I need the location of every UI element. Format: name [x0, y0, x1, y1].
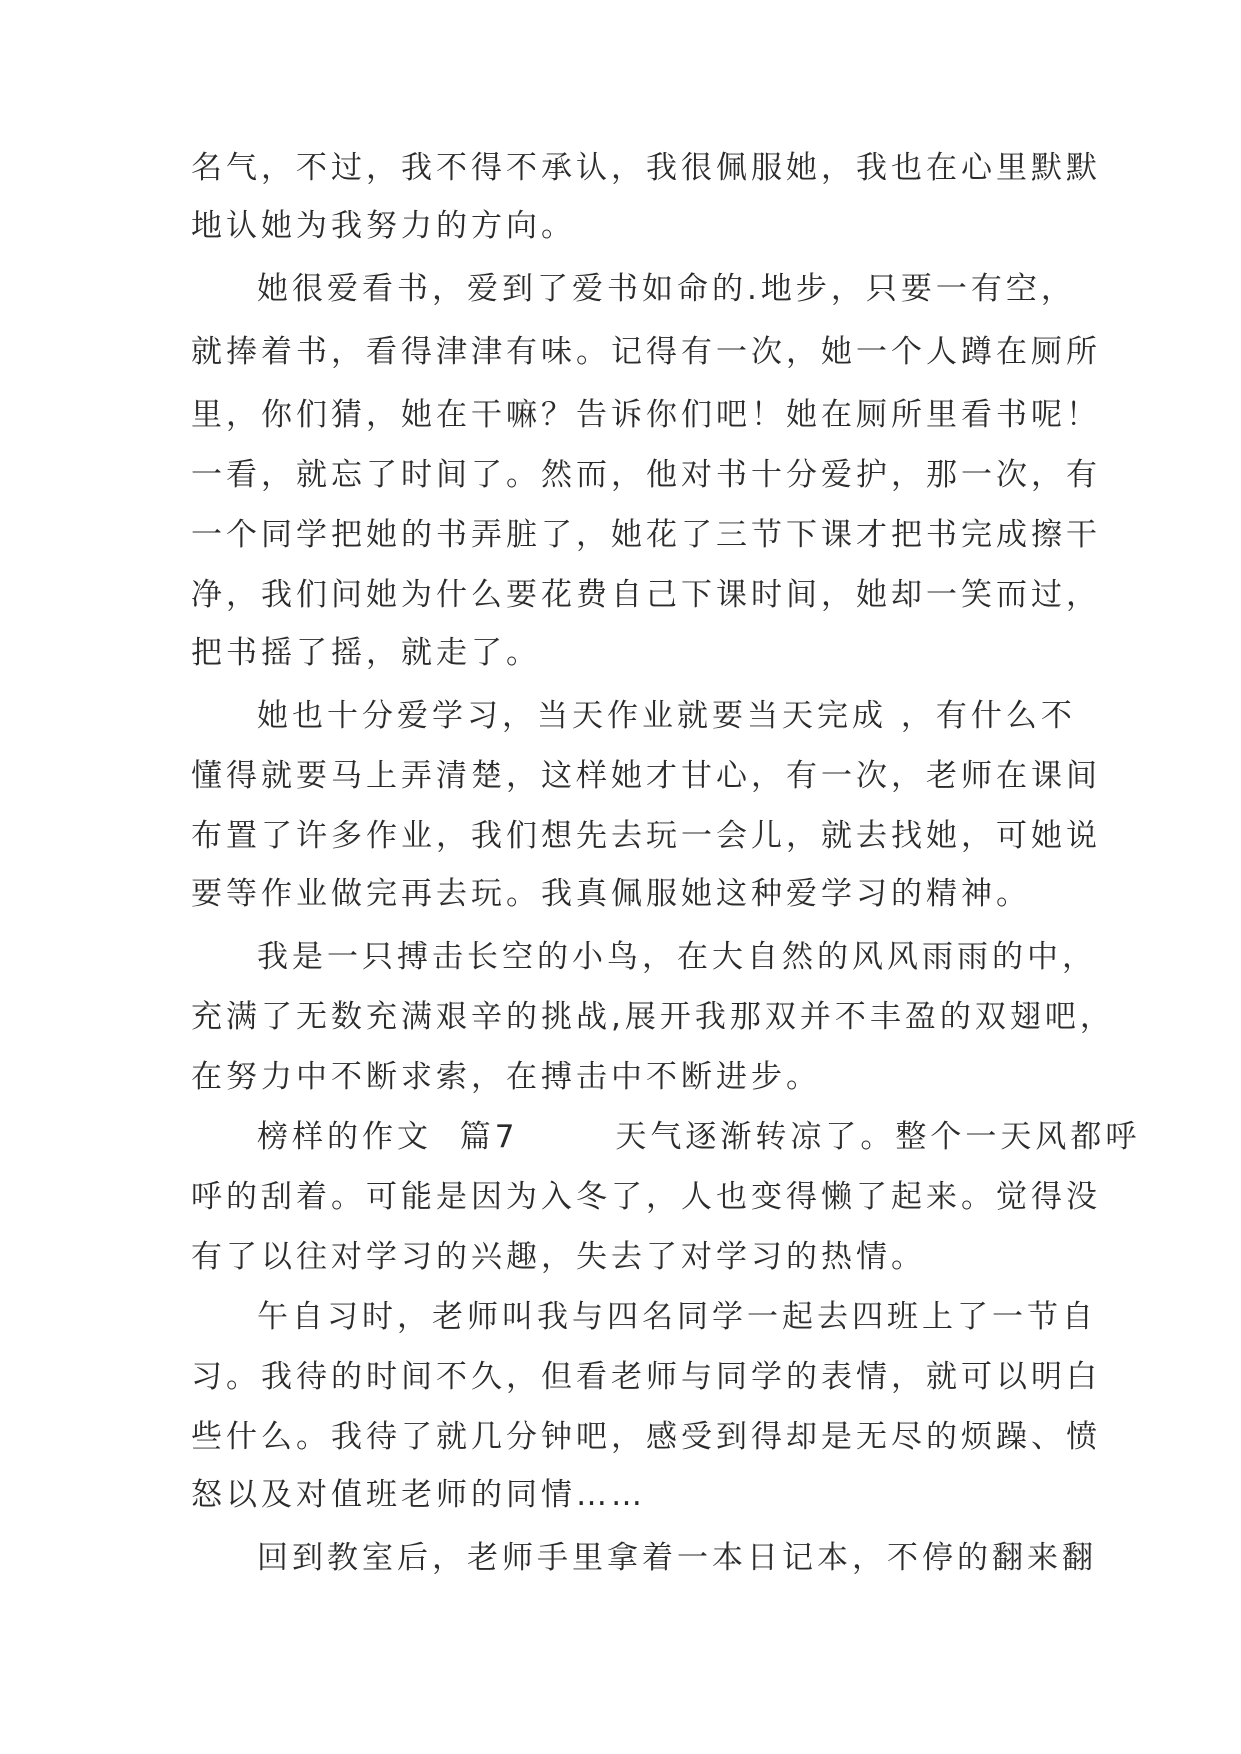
paragraph-start-line: 她很爱看书，爱到了爱书如命的.地步，只要一有空， — [257, 271, 1076, 307]
text-line: 里，你们猜，她在干嘛？告诉你们吧！她在厕所里看书呢！ — [191, 397, 1101, 433]
text-line: 名气，不过，我不得不承认，我很佩服她，我也在心里默默 — [191, 150, 1101, 186]
text-line: 呼的刮着。可能是因为入冬了，人也变得懒了起来。觉得没 — [191, 1179, 1101, 1215]
paragraph-start-line: 回到教室后，老师手里拿着一本日记本，不停的翻来翻 — [257, 1540, 1097, 1576]
section-heading-line: 榜样的作文 篇7 天气逐渐转凉了。整个一天风都呼 — [257, 1119, 1141, 1155]
text-line: 懂得就要马上弄清楚，这样她才甘心，有一次，老师在课间 — [191, 758, 1101, 794]
text-line: 在努力中不断求索，在搏击中不断进步。 — [191, 1059, 821, 1095]
text-line: 怒以及对值班老师的同情…… — [191, 1477, 646, 1513]
text-line: 要等作业做完再去玩。我真佩服她这种爱学习的精神。 — [191, 876, 1031, 912]
text-line: 一个同学把她的书弄脏了，她花了三节下课才把书完成擦干 — [191, 517, 1101, 553]
text-line: 一看，就忘了时间了。然而，他对书十分爱护，那一次，有 — [191, 457, 1101, 493]
text-line: 布置了许多作业，我们想先去玩一会儿，就去找她，可她说 — [191, 818, 1101, 854]
text-line: 净，我们问她为什么要花费自己下课时间，她却一笑而过， — [191, 577, 1101, 613]
paragraph-start-line: 她也十分爱学习，当天作业就要当天完成 ，有什么不 — [257, 698, 1076, 734]
text-line: 习。我待的时间不久，但看老师与同学的表情，就可以明白 — [191, 1359, 1101, 1395]
text-line: 充满了无数充满艰辛的挑战,展开我那双并不丰盈的双翅吧， — [191, 999, 1115, 1035]
text-line: 有了以往对学习的兴趣，失去了对学习的热情。 — [191, 1239, 926, 1275]
paragraph-start-line: 午自习时，老师叫我与四名同学一起去四班上了一节自 — [257, 1299, 1097, 1335]
paragraph-start-line: 我是一只搏击长空的小鸟，在大自然的风风雨雨的中， — [257, 939, 1097, 975]
text-line: 些什么。我待了就几分钟吧，感受到得却是无尽的烦躁、愤 — [191, 1419, 1101, 1455]
text-line: 把书摇了摇，就走了。 — [191, 635, 541, 671]
text-line: 就捧着书，看得津津有味。记得有一次，她一个人蹲在厕所 — [191, 334, 1101, 370]
text-line: 地认她为我努力的方向。 — [191, 208, 576, 244]
